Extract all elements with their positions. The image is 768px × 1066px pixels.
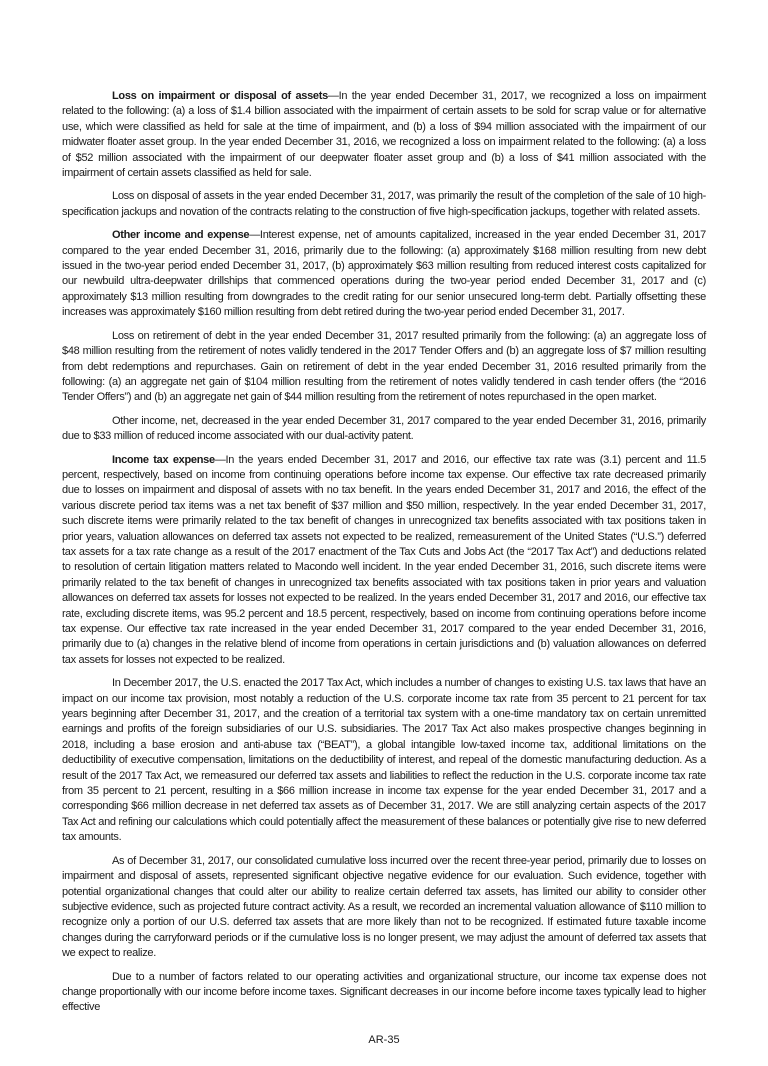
paragraph-heading: Other income and expense	[112, 229, 250, 242]
paragraph-text: Due to a number of factors related to our operating activities and organizational structure, our income tax expense does not change proportionally with our income before income taxes. Significant decreases in our income before income taxes typically lead to higher effective	[62, 970, 706, 1014]
page-number: AR-35	[368, 1033, 400, 1046]
paragraph	[62, 854, 706, 962]
paragraph-text: Loss on retirement of debt in the year ended December 31, 2017 resulted primarily from the following: (a) an aggregate loss of $48 million resulting from the retirement of notes validly tendered in the 2017 Tender Offers and (b) an aggregate loss of $7 million resulting from debt redemptions and repurchases. Gain on retirement of debt in the year ended December 31, 2016 resulted primarily from the following: (a) an aggregate net gain of $104 million resulting from the retirement of notes validly tendered in cash tender offers (the “2016 Tender Offers”) and (b) an aggregate net gain of $44 million resulting from the retirement of notes repurchased in the open market.	[62, 329, 706, 404]
paragraph-text: —In the years ended December 31, 2017 and 2016, our effective tax rate was (3.1) percent and 11.5 percent, respectively, based on income from continuing operations before income tax expense. Our effective tax rate decreased primarily due to losses on impairment and disposal of assets with no tax benefit. In the years ended December 31, 2017 and 2016, the effect of the various discrete period tax items was a net tax benefit of $37 million and $50 million, respectively. In the year ended December 31, 2017, such discrete items were primarily related to the tax benefit of changes in unrecognized tax benefits associated with tax positions taken in prior years, valuation allowances on deferred tax assets not expected to be realized, remeasurement of the United States (“U.S.”) deferred tax assets for a tax rate change as a result of the 2017 enactment of the Tax Cuts and Jobs Act (the “2017 Tax Act”) and deductions related to resolution of certain litigation matters related to Macondo well incident. In the year ended December 31, 2016, such discrete items were primarily related to the tax benefit of changes in unrecognized tax benefits associated with tax positions taken in prior years and valuation allowances on deferred tax assets for losses not expected to be realized. In the years ended December 31, 2017 and 2016, our effective tax rate, excluding discrete items, was 95.2 percent and 18.5 percent, respectively, based on income from continuing operations before income tax expense. Our effective tax rate increased in the year ended December 31, 2017 compared to the year ended December 31, 2016, primarily due to (a) changes in the relative blend of income from operations in certain jurisdictions and (b) valuation allowances on deferred tax assets for losses not expected to be realized.	[62, 453, 706, 666]
paragraph	[62, 189, 706, 220]
paragraph	[62, 453, 706, 669]
paragraph-text: Other income, net, decreased in the year ended December 31, 2017 compared to the year ended December 31, 2016, primarily due to $33 million of reduced income associated with our dual-activity patent.	[62, 414, 706, 443]
paragraph-text: Loss on disposal of assets in the year ended December 31, 2017, was primarily the result of the completion of the sale of 10 high-specification jackups and novation of the contracts relating to the construction of five high-specification jackups, together with related assets.	[62, 190, 706, 218]
paragraph-text: —Interest expense, net of amounts capitalized, increased in the year ended December 31, 2017 compared to the year ended December 31, 2016, primarily due to the following: (a) approximately $168 million resulting from new debt issued in the two-year period ended December 31, 2017, (b) approximately $63 million resulting from reduced interest costs capitalized for our newbuild ultra-deepwater drillships that commenced operations during the two-year period ended December 31, 2017 and (c) approximately $13 million resulting from downgrades to the credit rating for our senior unsecured long-term debt. Partially offsetting these increases was approximately $160 million resulting from debt retired during the two-year period ended December 31, 2017.	[62, 229, 707, 319]
paragraph	[62, 329, 706, 406]
paragraph	[62, 414, 706, 445]
paragraph	[62, 89, 706, 181]
paragraph-text: In December 2017, the U.S. enacted the 2017 Tax Act, which includes a number of changes to existing U.S. tax laws that have an impact on our income tax provision, most notably a reduction of the U.S. corporate income tax rate from 35 percent to 21 percent for tax years beginning after December 31, 2017, and the creation of a territorial tax system with a one-time mandatory tax on certain unremitted earnings and profits of the foreign subsidiaries of our U.S. subsidiaries. The 2017 Tax Act also makes prospective changes beginning in 2018, including a base erosion and anti-abuse tax (“BEAT”), a global intangible low-taxed income tax, additional limitations on the deductibility of executive compensation, limitations on the deductibility of interest, and repeal of the domestic manufacturing deduction. As a result of the 2017 Tax Act, we remeasured our deferred tax assets and liabilities to reflect the reduction in the U.S. corporate income tax rate from 35 percent to 21 percent, resulting in a $66 million increase in income tax expense for the year ended December 31, 2017 and a corresponding $66 million decrease in net deferred tax assets as of December 31, 2017. We are still analyzing certain aspects of the 2017 Tax Act and refining our calculations which could potentially affect the measurement of these balances or potentially give rise to new deferred tax amounts.	[62, 677, 706, 844]
paragraph-heading: Loss on impairment or disposal of assets	[112, 90, 328, 102]
paragraph-heading: Income tax expense	[112, 453, 215, 466]
paragraph	[62, 228, 706, 320]
paragraph	[62, 970, 706, 1016]
paragraph-text: —In the year ended December 31, 2017, we recognized a loss on impairment related to the following: (a) a loss of $1.4 billion associated with the impairment of certain assets to be sold for scrap value or for alternative use, which were classified as held for sale at the time of impairment, and (b) a loss of $94 million associated with the impairment of our midwater floater asset group. In the year ended December 31, 2016, we recognized a loss on impairment related to the following: (a) a loss of $52 million associated with the impairment of our deepwater floater asset group and (b) a loss of $41 million associated with the impairment of certain assets classified as held for sale.	[62, 90, 706, 180]
paragraph-text: As of December 31, 2017, our consolidated cumulative loss incurred over the recent three-year period, primarily due to losses on impairment and disposal of assets, represented significant objective negative evidence for our evaluation. Such evidence, together with potential organizational changes that could alter our ability to realize certain deferred tax assets, has limited our ability to consider other subjective evidence, such as projected future contract activity. As a result, we recorded an incremental valuation allowance of $110 million to recognize only a portion of our U.S. deferred tax assets that are more likely than not to be recognized. If estimated future taxable income changes during the carryforward periods or if the cumulative loss is no longer present, we may adjust the amount of deferred tax assets that we expect to realize.	[62, 854, 706, 960]
paragraph	[62, 676, 706, 845]
